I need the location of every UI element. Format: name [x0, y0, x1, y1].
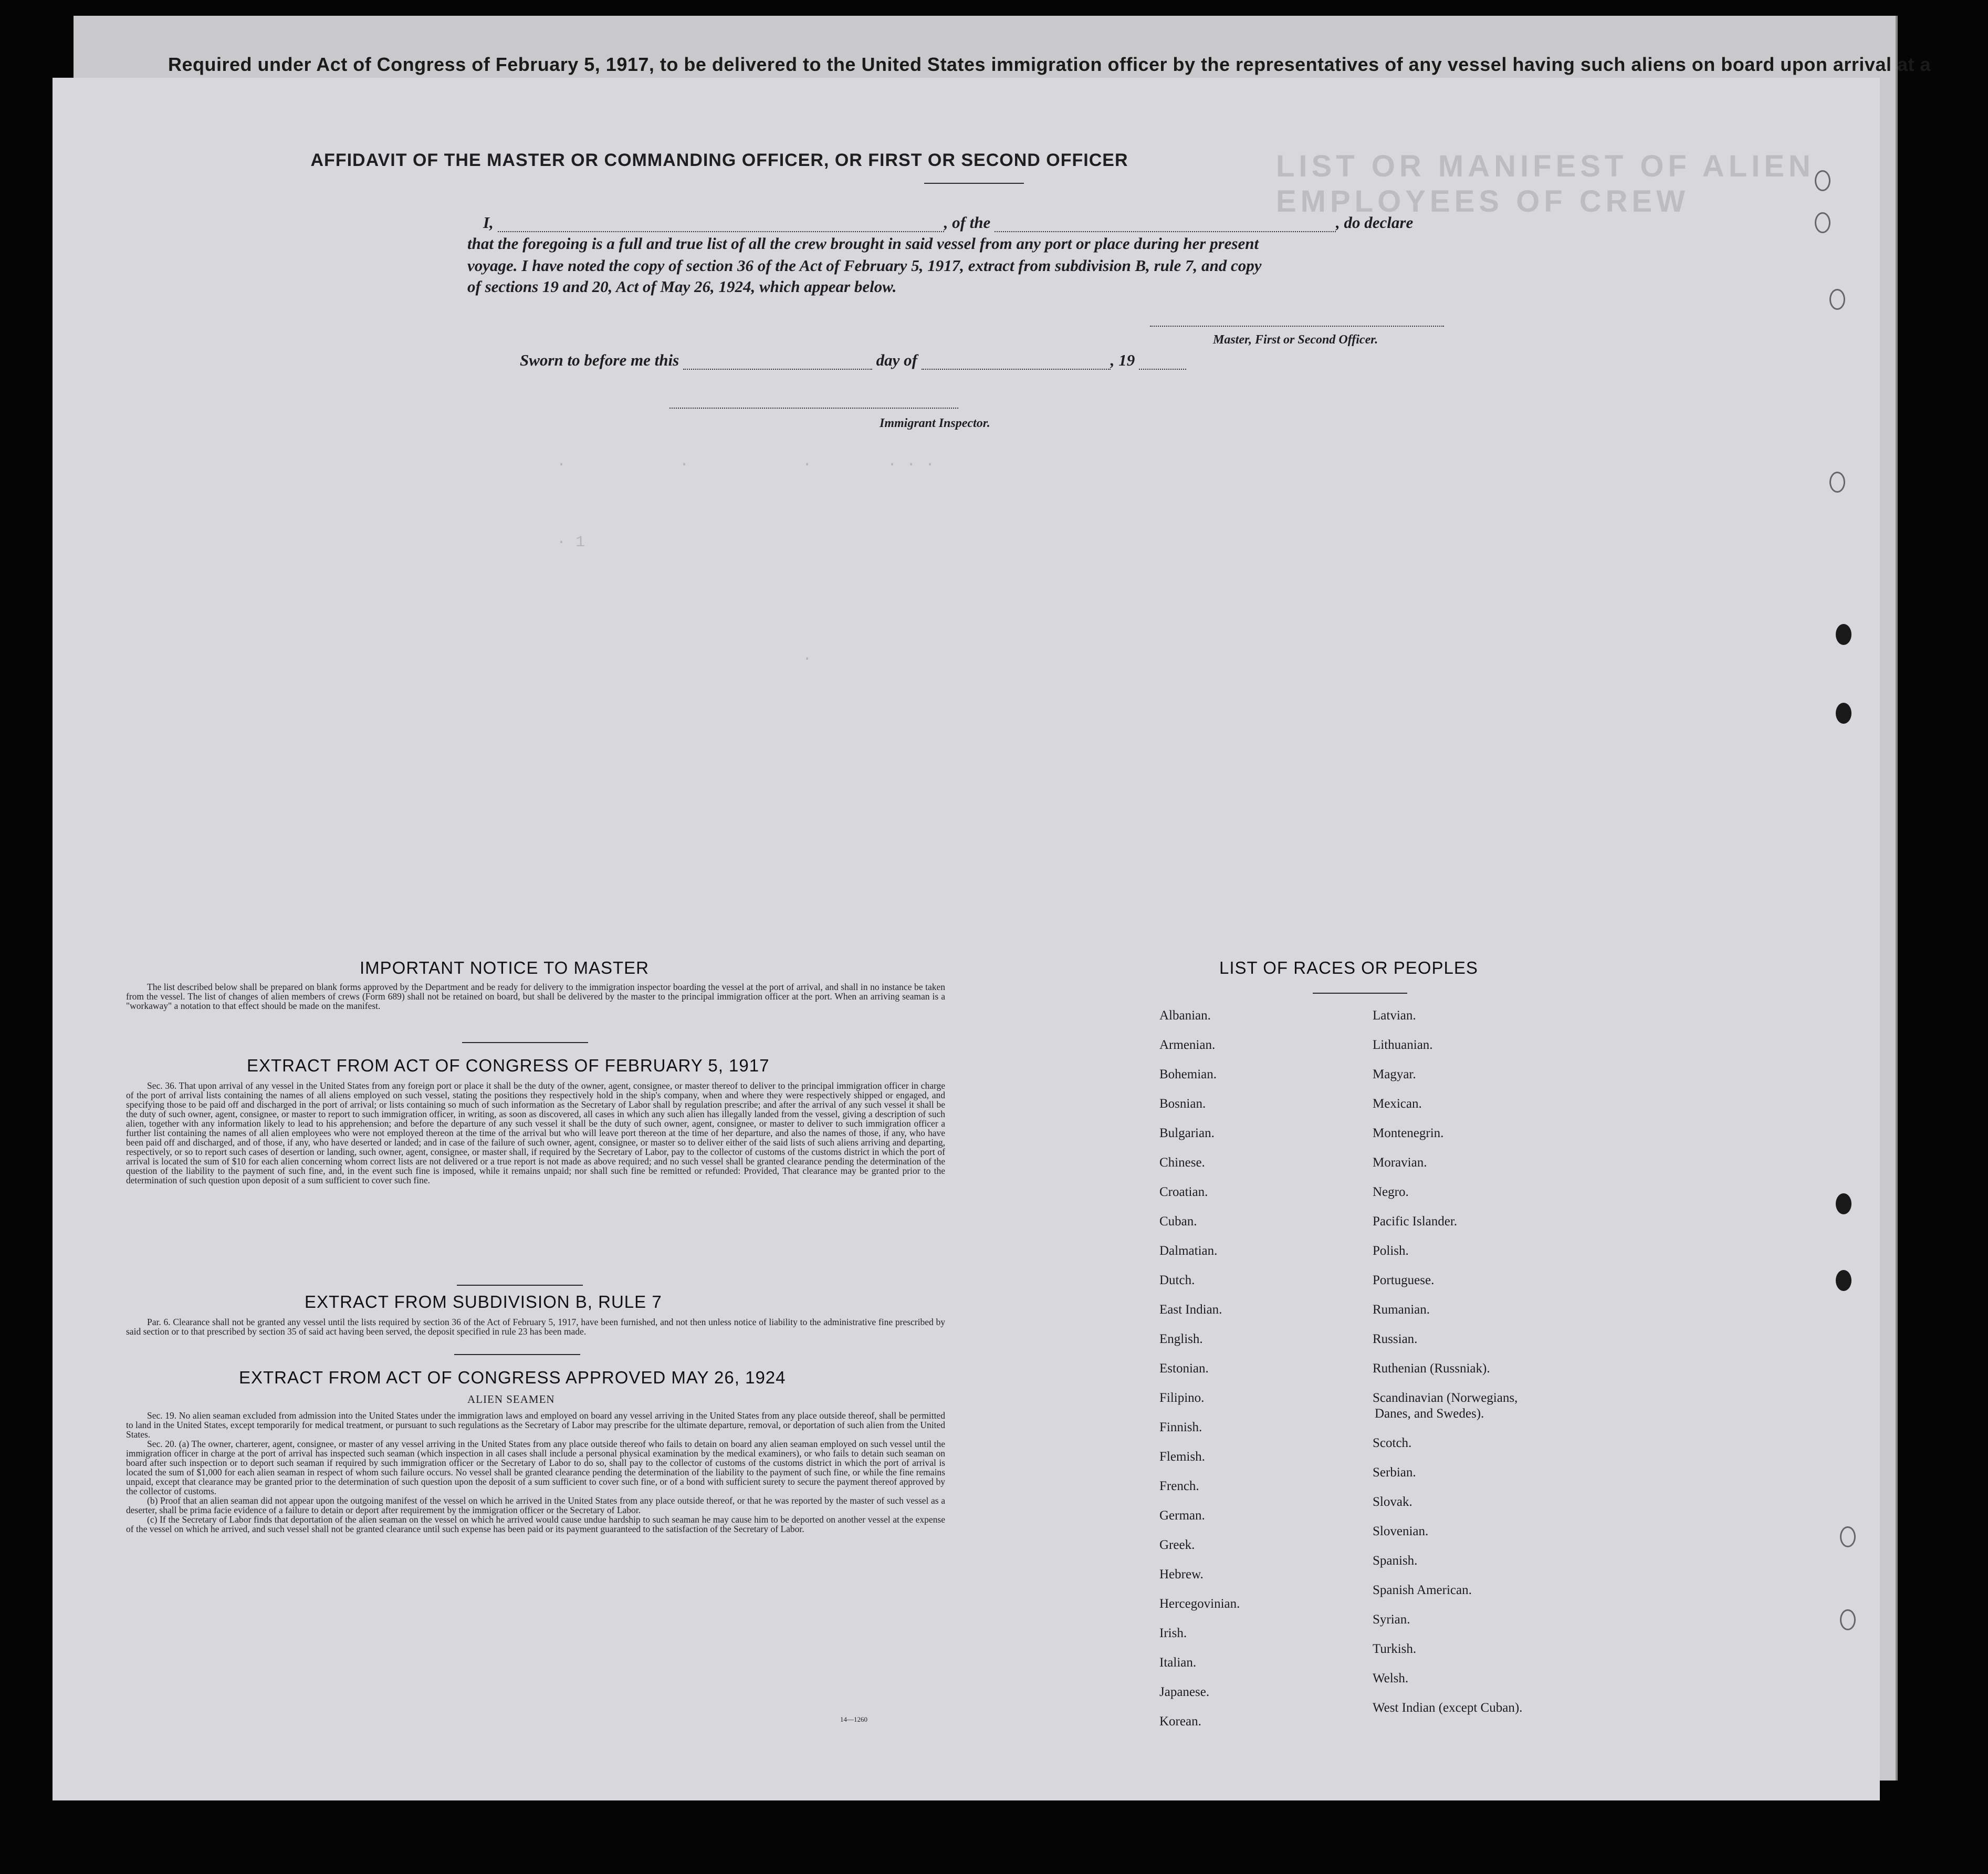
- race-item: Bosnian.: [1159, 1097, 1206, 1111]
- race-item: Dutch.: [1159, 1273, 1195, 1287]
- punch-hole-icon: [1829, 289, 1845, 310]
- race-item: Rumanian.: [1373, 1303, 1430, 1317]
- race-item: Danes, and Swedes).: [1375, 1407, 1484, 1421]
- vessel-name-field[interactable]: [995, 217, 1336, 232]
- sworn-line: [520, 351, 1186, 370]
- notice-paragraph: The list described below shall be prepared on blank forms approved by the Department and be ready for delivery to the immigration inspector boarding the vessel at the port of arrival, and shall in no instance be taken from the vessel. The list of changes of alien members of crews (Form 689) shall not be retained on board, but shall be delivered by the master to the principal immigration officer at the port. When an arriving seaman is a "workaway" a notation to that effect should be made on the manifest.: [126, 982, 945, 1011]
- subdivision-b-text: [126, 1317, 945, 1336]
- punch-hole-icon: [1829, 472, 1845, 493]
- punch-hole-icon: [1836, 1193, 1851, 1214]
- sworn-day-field[interactable]: [683, 355, 872, 370]
- punch-hole-icon: [1815, 170, 1830, 191]
- bleed-through-rows: · · · · · · · 1 ·: [557, 456, 935, 668]
- race-item: Lithuanian.: [1373, 1038, 1433, 1052]
- race-item: English.: [1159, 1332, 1203, 1346]
- race-item: Irish.: [1159, 1626, 1187, 1640]
- race-item: Flemish.: [1159, 1450, 1205, 1464]
- race-item: Serbian.: [1373, 1465, 1416, 1480]
- race-item: Montenegrin.: [1373, 1126, 1444, 1140]
- of-the-label: , of the: [944, 213, 991, 232]
- extract-1924-title: EXTRACT FROM ACT OF CONGRESS APPROVED MAY 26, 1924: [239, 1368, 786, 1387]
- race-item: Bulgarian.: [1159, 1126, 1215, 1140]
- race-item: Dalmatian.: [1159, 1244, 1218, 1258]
- race-item: Slovenian.: [1373, 1524, 1429, 1538]
- race-item: Armenian.: [1159, 1038, 1216, 1052]
- notice-text: [126, 982, 945, 1011]
- race-item: Russian.: [1373, 1332, 1418, 1346]
- section-36-paragraph: Sec. 36. That upon arrival of any vessel in the United States from any foreign port or place it shall be the duty of the owner, agent, consignee, or master thereof to deliver to the principal immigration officer in charge of the port of arrival lists containing the names of all aliens employed on such vessel, stating the positions they respectively hold in the ship's company, when and where they were respectively shipped or engaged, and specifying those to be paid off and discharged in the port of arrival; or lists containing so much of such information as the Secretary of Labor shall by regulation prescribe; and after the arrival of any such vessel it shall be the duty of such owner, agent, consignee, or master to report to such immigration officer, in writing, as soon as discovered, all cases in which any such alien has illegally landed from the vessel, giving a description of such alien, together with any information likely to lead to his apprehension; and before the departure of any such vessel it shall be the duty of such owner, agent, consignee, or master to deliver to such immigration officer a further list containing the names of all alien employees who were not employed thereon at the time of the arrival but who will leave port thereon at the time of her departure, and also the names of those, if any, who have been paid off and discharged, and of those, if any, who have deserted or landed; and in case of the failure of such owner, agent, consignee, or master so to deliver either of the said lists of such aliens arriving and departing, respectively, or so to report such cases of desertion or landing, such owner, agent, consignee, or master shall, if required by the Secretary of Labor, pay to the collector of customs of the customs district in which the port of arrival is located the sum of $10 for each alien concerning whom correct lists are not delivered or a true report is not made as above required; and no such vessel shall be granted clearance pending the determination of the question of the liability to the payment of such fine, and, in the event such fine is imposed, while it remains unpaid; nor shall such fine be remitted or refunded: Provided, That clearance may be granted prior to the determination of such question upon deposit of a sum sufficient to cover such fine.: [126, 1080, 945, 1185]
- race-item: Pacific Islander.: [1373, 1214, 1458, 1228]
- divider: [454, 1354, 580, 1355]
- divider: [457, 1285, 583, 1286]
- race-item: Bohemian.: [1159, 1067, 1217, 1081]
- section-20c-paragraph: (c) If the Secretary of Labor finds that deportation of the alien seaman on the vessel on which he arrived would cause undue hardship to such seaman he may cause him to be deported on another vessel at the expense of the vessel on which he arrived, and such vessel shall not be granted clearance until such expense has been paid or its payment guaranteed to the satisfaction of the Secretary of Labor.: [126, 1514, 945, 1534]
- race-item: German.: [1159, 1508, 1205, 1523]
- punch-hole-icon: [1840, 1609, 1856, 1630]
- affidavit-line-3: voyage. I have noted the copy of section 36 of the Act of February 5, 1917, extract from subdivision B, rule 7, and copy: [467, 256, 1262, 275]
- master-signature-label: Master, First or Second Officer.: [1213, 333, 1378, 347]
- race-item: Croatian.: [1159, 1185, 1208, 1199]
- inspector-signature-line[interactable]: [669, 407, 958, 409]
- extract-1924-text: [126, 1411, 945, 1534]
- race-item: Finnish.: [1159, 1420, 1202, 1434]
- sworn-label: Sworn to before me this: [520, 351, 679, 369]
- sworn-year-field[interactable]: [1139, 355, 1186, 370]
- declare-label: , do declare: [1336, 213, 1414, 232]
- race-item: French.: [1159, 1479, 1199, 1493]
- race-item: Negro.: [1373, 1185, 1409, 1199]
- sworn-month-field[interactable]: [922, 355, 1111, 370]
- day-of-label: day of: [876, 351, 917, 369]
- races-title: LIST OF RACES OR PEOPLES: [1219, 958, 1478, 977]
- declarant-label: I,: [483, 213, 494, 232]
- punch-hole-icon: [1836, 703, 1851, 724]
- punch-hole-icon: [1815, 212, 1830, 233]
- title-underline: [924, 183, 1024, 184]
- races-column-2: [1373, 1008, 1522, 1730]
- race-item: Filipino.: [1159, 1391, 1205, 1405]
- race-item: Moravian.: [1373, 1155, 1427, 1170]
- punch-hole-icon: [1836, 624, 1851, 645]
- declarant-name-field[interactable]: [498, 217, 944, 232]
- race-item: Cuban.: [1159, 1214, 1197, 1228]
- rule-7-paragraph: Par. 6. Clearance shall not be granted any vessel until the lists required by section 36 of the Act of February 5, 1917, have been furnished, and not then unless notice of liability to the administrative fine prescribed by said section or to that prescribed by section 35 of said act having been served, the deposit specified in rule 23 has been made.: [126, 1317, 945, 1337]
- race-item: Estonian.: [1159, 1361, 1209, 1376]
- inspector-signature-label: Immigrant Inspector.: [880, 417, 990, 430]
- notice-title: IMPORTANT NOTICE TO MASTER: [360, 958, 650, 977]
- race-item: Scotch.: [1373, 1436, 1412, 1450]
- race-item: Scandinavian (Norwegians,: [1373, 1391, 1518, 1405]
- race-item: Spanish American.: [1373, 1583, 1472, 1597]
- affidavit-line-2: that the foregoing is a full and true list of all the crew brought in said vessel from any port or place during her present: [467, 234, 1259, 253]
- back-sheet-header: Required under Act of Congress of February 5, 1917, to be delivered to the United States immigration officer by the representatives of any vessel having such aliens on board upon arrival at a: [168, 54, 1931, 75]
- punch-hole-icon: [1840, 1526, 1856, 1547]
- form-number: 14—1260: [840, 1715, 867, 1723]
- race-item: Portuguese.: [1373, 1273, 1435, 1287]
- race-item: Turkish.: [1373, 1642, 1417, 1656]
- race-item: East Indian.: [1159, 1303, 1222, 1317]
- extract-1917-title: EXTRACT FROM ACT OF CONGRESS OF FEBRUARY 5, 1917: [247, 1056, 770, 1075]
- bleed-through: LIST OR MANIFEST OF ALIEN EMPLOYEES OF CREW: [1276, 149, 1815, 218]
- race-item: Syrian.: [1373, 1612, 1410, 1627]
- race-item: Welsh.: [1373, 1671, 1409, 1685]
- race-item: Slovak.: [1373, 1495, 1412, 1509]
- race-item: Korean.: [1159, 1714, 1201, 1729]
- race-item: Chinese.: [1159, 1155, 1205, 1170]
- race-item: Italian.: [1159, 1656, 1197, 1670]
- extract-1917-text: [126, 1081, 945, 1185]
- year-label: , 19: [1110, 351, 1135, 369]
- race-item: West Indian (except Cuban).: [1373, 1701, 1523, 1715]
- subdivision-b-title: EXTRACT FROM SUBDIVISION B, RULE 7: [305, 1292, 662, 1311]
- section-20b-paragraph: (b) Proof that an alien seaman did not appear upon the outgoing manifest of the vessel on which he arrived in the United States from any place outside thereof, or that he was reported by the master of such vessel as a deserter, shall be prima facie evidence of a failure to detain or deport after requirement by the immigration officer or the Secretary of Labor.: [126, 1495, 945, 1515]
- race-item: Spanish.: [1373, 1554, 1418, 1568]
- section-20a-paragraph: Sec. 20. (a) The owner, charterer, agent, consignee, or master of any vessel arriving in the United States from any place outside thereof who fails to detain on board any alien seaman employed on such vessel until the immigration officer in charge at the port of arrival has inspected such seaman (which inspection in all cases shall include a personal physical examination by the medical examiners), or who fails to detain such seaman on board after such inspection or to deport such seaman if required by such immigration officer or the Secretary of Labor to do so, shall pay to the collector of customs of the customs district in which the port of arrival is located the sum of $1,000 for each alien seaman in respect of whom such failure occurs. No vessel shall be granted clearance pending the determination of the liability to the payment of such fine, or while the fine remains unpaid, except that clearance may be granted prior to the determination of such question upon the deposit of a sum sufficient to cover such fine, or of a bond with sufficient surety to secure the payment thereof approved by the collector of customs.: [126, 1439, 945, 1496]
- section-19-paragraph: Sec. 19. No alien seaman excluded from admission into the United States under the immigration laws and employed on board any vessel arriving in the United States from any place outside thereof, shall be permitted to land in the United States, except temporarily for medical treatment, or pursuant to such regulations as the Secretary of Labor may prescribe for the ultimate departure, removal, or deportation of such alien from the United States.: [126, 1410, 945, 1440]
- race-item: Hebrew.: [1159, 1567, 1204, 1581]
- affidavit-title: AFFIDAVIT OF THE MASTER OR COMMANDING OFFICER, OR FIRST OR SECOND OFFICER: [310, 150, 1128, 170]
- race-item: Hercegovinian.: [1159, 1597, 1240, 1611]
- race-item: Magyar.: [1373, 1067, 1416, 1081]
- races-column-1: [1159, 1008, 1240, 1744]
- divider: [462, 1042, 588, 1043]
- race-item: Greek.: [1159, 1538, 1195, 1552]
- affidavit-line-4: of sections 19 and 20, Act of May 26, 1924, which appear below.: [467, 277, 897, 296]
- divider: [1313, 993, 1407, 994]
- affidavit-line-1: [483, 213, 1413, 232]
- race-item: Ruthenian (Russniak).: [1373, 1361, 1490, 1376]
- punch-hole-icon: [1836, 1270, 1851, 1291]
- alien-seamen-subtitle: ALIEN SEAMEN: [467, 1393, 555, 1406]
- race-item: Albanian.: [1159, 1008, 1211, 1023]
- race-item: Latvian.: [1373, 1008, 1416, 1023]
- race-item: Japanese.: [1159, 1685, 1210, 1699]
- race-item: Mexican.: [1373, 1097, 1422, 1111]
- master-signature-line[interactable]: [1150, 325, 1444, 327]
- race-item: Polish.: [1373, 1244, 1409, 1258]
- main-sheet: [53, 78, 1880, 1800]
